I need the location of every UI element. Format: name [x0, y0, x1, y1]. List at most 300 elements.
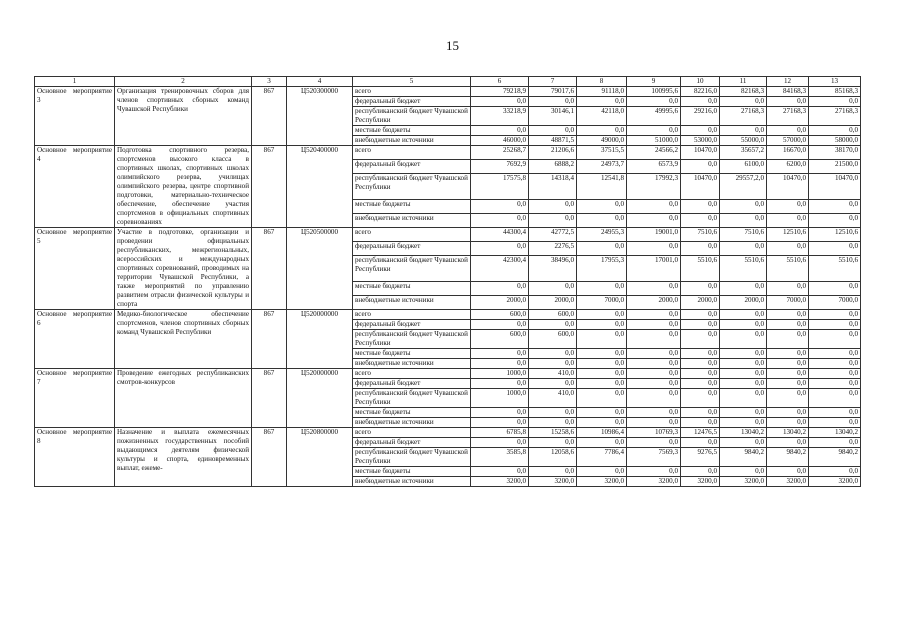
amount-cell: 82216,0 [681, 87, 720, 97]
grbs-code: 867 [252, 228, 287, 310]
activity-description: Медико-биологическое обеспечение спортсменов, членов спортивных сборных команд Чувашской Республики [115, 310, 252, 369]
amount-cell: 0,0 [627, 282, 681, 296]
amount-cell: 6573,9 [627, 159, 681, 173]
amount-cell: 6200,0 [767, 159, 809, 173]
amount-cell: 0,0 [720, 330, 767, 349]
activity-description: Проведение ежегодных республиканских смотров-конкурсов [115, 369, 252, 428]
amount-cell: 0,0 [681, 214, 720, 228]
amount-cell: 0,0 [720, 214, 767, 228]
amount-cell: 24973,7 [577, 159, 627, 173]
funding-source: внебюджетные источники [353, 418, 471, 428]
amount-cell: 0,0 [681, 241, 720, 255]
amount-cell: 27168,3 [720, 107, 767, 126]
activity-description: Организация тренировочных сборов для членов спортивных сборных команд Чувашской Республики [115, 87, 252, 146]
amount-cell: 0,0 [681, 418, 720, 428]
amount-cell: 0,0 [529, 126, 577, 136]
funding-source: республиканский бюджет Чувашской Республики [353, 389, 471, 408]
amount-cell: 0,0 [767, 408, 809, 418]
funding-source: местные бюджеты [353, 467, 471, 477]
amount-cell: 0,0 [627, 126, 681, 136]
amount-cell: 2000,0 [627, 296, 681, 310]
column-number-header: 3 [252, 77, 287, 87]
amount-cell: 0,0 [767, 320, 809, 330]
funding-source: республиканский бюджет Чувашской Республики [353, 107, 471, 126]
amount-cell: 0,0 [809, 126, 861, 136]
amount-cell: 0,0 [767, 369, 809, 379]
amount-cell: 0,0 [577, 310, 627, 320]
amount-cell: 0,0 [809, 369, 861, 379]
table-row [35, 87, 861, 97]
column-number-header: 8 [577, 77, 627, 87]
column-number-header: 7 [529, 77, 577, 87]
amount-cell: 0,0 [681, 467, 720, 477]
column-number-header: 9 [627, 77, 681, 87]
funding-source: федеральный бюджет [353, 97, 471, 107]
amount-cell: 0,0 [577, 320, 627, 330]
amount-cell: 9840,2 [767, 448, 809, 467]
amount-cell: 17955,3 [577, 255, 627, 281]
amount-cell: 53000,0 [681, 136, 720, 146]
amount-cell: 6100,0 [720, 159, 767, 173]
amount-cell: 42118,0 [577, 107, 627, 126]
amount-cell: 0,0 [627, 379, 681, 389]
amount-cell: 0,0 [720, 241, 767, 255]
amount-cell: 12476,5 [681, 428, 720, 438]
funding-source: республиканский бюджет Чувашской Республики [353, 173, 471, 199]
amount-cell: 58000,0 [809, 136, 861, 146]
amount-cell: 0,0 [767, 214, 809, 228]
column-number-header: 10 [681, 77, 720, 87]
activity-name: Основное мероприятие 3 [35, 87, 115, 146]
amount-cell: 27168,3 [767, 107, 809, 126]
amount-cell: 33218,9 [471, 107, 529, 126]
amount-cell: 0,0 [681, 389, 720, 408]
amount-cell: 0,0 [720, 320, 767, 330]
amount-cell: 0,0 [767, 438, 809, 448]
amount-cell: 0,0 [627, 241, 681, 255]
activity-description: Подготовка спортивного резерва, спортсменов высокого класса в спортивных школах, спортивных школах олимпийского резерва, училищах олимпийского резерва, центре спортивной подготовки, материально-техническое обеспечение, обеспечение участия спортсменов в официальных спортивных соревнованиях [115, 146, 252, 228]
amount-cell: 48871,5 [529, 136, 577, 146]
amount-cell: 6888,2 [529, 159, 577, 173]
activity-description: Назначение и выплата ежемесячных пожизненных государственных пособий выдающимся деятелям физической культуры и спорта, единовременных выплат, ежеме- [115, 428, 252, 487]
amount-cell: 15258,6 [529, 428, 577, 438]
amount-cell: 0,0 [720, 467, 767, 477]
funding-source: внебюджетные источники [353, 477, 471, 487]
amount-cell: 0,0 [809, 200, 861, 214]
amount-cell: 0,0 [529, 408, 577, 418]
funding-source: всего [353, 146, 471, 160]
amount-cell: 0,0 [471, 214, 529, 228]
amount-cell: 0,0 [681, 97, 720, 107]
amount-cell: 0,0 [627, 200, 681, 214]
amount-cell: 0,0 [681, 379, 720, 389]
amount-cell: 13040,2 [767, 428, 809, 438]
activity-name: Основное мероприятие 7 [35, 369, 115, 428]
amount-cell: 7786,4 [577, 448, 627, 467]
amount-cell: 600,0 [529, 310, 577, 320]
amount-cell: 0,0 [681, 310, 720, 320]
amount-cell: 0,0 [681, 320, 720, 330]
amount-cell: 12058,6 [529, 448, 577, 467]
amount-cell: 0,0 [681, 408, 720, 418]
amount-cell: 0,0 [627, 438, 681, 448]
amount-cell: 0,0 [627, 97, 681, 107]
activity-name: Основное мероприятие 6 [35, 310, 115, 369]
budget-classification-code: Ц520300000 [287, 87, 353, 146]
amount-cell: 91118,0 [577, 87, 627, 97]
funding-source: местные бюджеты [353, 349, 471, 359]
amount-cell: 0,0 [627, 330, 681, 349]
amount-cell: 0,0 [681, 126, 720, 136]
amount-cell: 0,0 [577, 282, 627, 296]
amount-cell: 0,0 [767, 241, 809, 255]
amount-cell: 10470,0 [681, 173, 720, 199]
activity-name: Основное мероприятие 4 [35, 146, 115, 228]
grbs-code: 867 [252, 87, 287, 146]
amount-cell: 10986,4 [577, 428, 627, 438]
column-number-header: 6 [471, 77, 529, 87]
amount-cell: 0,0 [720, 359, 767, 369]
amount-cell: 9276,5 [681, 448, 720, 467]
column-number-header: 11 [720, 77, 767, 87]
amount-cell: 0,0 [471, 349, 529, 359]
funding-source: внебюджетные источники [353, 359, 471, 369]
amount-cell: 0,0 [471, 408, 529, 418]
amount-cell: 3200,0 [577, 477, 627, 487]
funding-source: всего [353, 87, 471, 97]
amount-cell: 600,0 [471, 310, 529, 320]
amount-cell: 0,0 [809, 310, 861, 320]
budget-classification-code: Ц520400000 [287, 146, 353, 228]
amount-cell: 46000,0 [471, 136, 529, 146]
amount-cell: 0,0 [529, 438, 577, 448]
funding-source: внебюджетные источники [353, 214, 471, 228]
amount-cell: 0,0 [767, 330, 809, 349]
funding-source: федеральный бюджет [353, 438, 471, 448]
amount-cell: 0,0 [767, 379, 809, 389]
amount-cell: 0,0 [529, 320, 577, 330]
funding-source: местные бюджеты [353, 408, 471, 418]
amount-cell: 82168,3 [720, 87, 767, 97]
amount-cell: 30146,1 [529, 107, 577, 126]
amount-cell: 0,0 [577, 214, 627, 228]
amount-cell: 24955,3 [577, 228, 627, 242]
amount-cell: 0,0 [627, 369, 681, 379]
amount-cell: 0,0 [809, 349, 861, 359]
amount-cell: 0,0 [577, 97, 627, 107]
amount-cell: 0,0 [529, 379, 577, 389]
activity-name: Основное мероприятие 5 [35, 228, 115, 310]
amount-cell: 0,0 [767, 200, 809, 214]
amount-cell: 0,0 [809, 438, 861, 448]
amount-cell: 0,0 [767, 349, 809, 359]
column-number-row [35, 77, 861, 87]
amount-cell: 14318,4 [529, 173, 577, 199]
table-row [35, 428, 861, 438]
amount-cell: 0,0 [809, 467, 861, 477]
amount-cell: 19001,0 [627, 228, 681, 242]
funding-source: всего [353, 310, 471, 320]
amount-cell: 7000,0 [577, 296, 627, 310]
page-number: 15 [446, 38, 459, 53]
amount-cell: 0,0 [767, 282, 809, 296]
amount-cell: 410,0 [529, 389, 577, 408]
amount-cell: 49995,6 [627, 107, 681, 126]
amount-cell: 0,0 [529, 214, 577, 228]
funding-source: федеральный бюджет [353, 241, 471, 255]
funding-source: всего [353, 228, 471, 242]
amount-cell: 12510,6 [767, 228, 809, 242]
amount-cell: 44300,4 [471, 228, 529, 242]
amount-cell: 0,0 [627, 214, 681, 228]
amount-cell: 0,0 [471, 200, 529, 214]
amount-cell: 21206,6 [529, 146, 577, 160]
amount-cell: 5510,6 [720, 255, 767, 281]
amount-cell: 9840,2 [809, 448, 861, 467]
amount-cell: 0,0 [529, 418, 577, 428]
amount-cell: 85168,3 [809, 87, 861, 97]
amount-cell: 600,0 [471, 330, 529, 349]
amount-cell: 0,0 [681, 200, 720, 214]
table-row [35, 369, 861, 379]
activity-description: Участие в подготовке, организации и проведении официальных республиканских, межрегиональных, всероссийских и международных спортивных соревнований, проводимых на территории Чувашской Республики, а также мероприятий по управлению развитием отрасли физической культуры и спорта [115, 228, 252, 310]
amount-cell: 0,0 [577, 349, 627, 359]
amount-cell: 3200,0 [767, 477, 809, 487]
amount-cell: 0,0 [627, 467, 681, 477]
amount-cell: 0,0 [720, 438, 767, 448]
amount-cell: 0,0 [720, 369, 767, 379]
amount-cell: 0,0 [471, 126, 529, 136]
amount-cell: 57000,0 [767, 136, 809, 146]
amount-cell: 0,0 [767, 467, 809, 477]
amount-cell: 0,0 [627, 408, 681, 418]
amount-cell: 0,0 [767, 389, 809, 408]
amount-cell: 0,0 [809, 408, 861, 418]
funding-source: республиканский бюджет Чувашской Республики [353, 255, 471, 281]
amount-cell: 2000,0 [471, 296, 529, 310]
amount-cell: 17001,0 [627, 255, 681, 281]
amount-cell: 3585,8 [471, 448, 529, 467]
amount-cell: 37515,5 [577, 146, 627, 160]
amount-cell: 17992,3 [627, 173, 681, 199]
amount-cell: 0,0 [767, 310, 809, 320]
funding-source: республиканский бюджет Чувашской Республики [353, 330, 471, 349]
amount-cell: 0,0 [809, 389, 861, 408]
amount-cell: 0,0 [627, 359, 681, 369]
amount-cell: 0,0 [471, 320, 529, 330]
amount-cell: 0,0 [577, 330, 627, 349]
amount-cell: 0,0 [471, 467, 529, 477]
amount-cell: 42300,4 [471, 255, 529, 281]
amount-cell: 84168,3 [767, 87, 809, 97]
amount-cell: 0,0 [681, 369, 720, 379]
amount-cell: 0,0 [627, 310, 681, 320]
amount-cell: 29557,2,0 [720, 173, 767, 199]
amount-cell: 0,0 [471, 97, 529, 107]
amount-cell: 0,0 [681, 349, 720, 359]
amount-cell: 13040,2 [720, 428, 767, 438]
amount-cell: 9840,2 [720, 448, 767, 467]
amount-cell: 0,0 [809, 379, 861, 389]
table-row [35, 146, 861, 160]
amount-cell: 51000,0 [627, 136, 681, 146]
funding-source: местные бюджеты [353, 200, 471, 214]
amount-cell: 0,0 [577, 379, 627, 389]
amount-cell: 0,0 [577, 389, 627, 408]
amount-cell: 0,0 [471, 241, 529, 255]
amount-cell: 3200,0 [627, 477, 681, 487]
amount-cell: 0,0 [471, 359, 529, 369]
amount-cell: 0,0 [471, 282, 529, 296]
amount-cell: 0,0 [577, 126, 627, 136]
grbs-code: 867 [252, 369, 287, 428]
amount-cell: 5510,6 [809, 255, 861, 281]
amount-cell: 17575,8 [471, 173, 529, 199]
amount-cell: 600,0 [529, 330, 577, 349]
funding-source: всего [353, 428, 471, 438]
amount-cell: 0,0 [681, 359, 720, 369]
funding-source: внебюджетные источники [353, 136, 471, 146]
amount-cell: 410,0 [529, 369, 577, 379]
funding-source: местные бюджеты [353, 126, 471, 136]
table-row [35, 228, 861, 242]
grbs-code: 867 [252, 428, 287, 487]
amount-cell: 0,0 [809, 330, 861, 349]
amount-cell: 25268,7 [471, 146, 529, 160]
funding-source: внебюджетные источники [353, 296, 471, 310]
amount-cell: 0,0 [529, 359, 577, 369]
amount-cell: 0,0 [627, 389, 681, 408]
column-number-header: 4 [287, 77, 353, 87]
amount-cell: 0,0 [681, 438, 720, 448]
amount-cell: 0,0 [720, 418, 767, 428]
amount-cell: 0,0 [627, 320, 681, 330]
funding-source: всего [353, 369, 471, 379]
amount-cell: 1000,0 [471, 369, 529, 379]
budget-classification-code: Ц520500000 [287, 228, 353, 310]
amount-cell: 0,0 [577, 418, 627, 428]
amount-cell: 0,0 [809, 320, 861, 330]
column-number-header: 2 [115, 77, 252, 87]
amount-cell: 0,0 [577, 438, 627, 448]
amount-cell: 12510,6 [809, 228, 861, 242]
amount-cell: 3200,0 [471, 477, 529, 487]
amount-cell: 0,0 [809, 282, 861, 296]
column-number-header: 1 [35, 77, 115, 87]
column-number-header: 5 [353, 77, 471, 87]
funding-source: местные бюджеты [353, 282, 471, 296]
amount-cell: 7000,0 [809, 296, 861, 310]
grbs-code: 867 [252, 146, 287, 228]
amount-cell: 2000,0 [529, 296, 577, 310]
amount-cell: 0,0 [809, 241, 861, 255]
amount-cell: 38496,0 [529, 255, 577, 281]
amount-cell: 3200,0 [681, 477, 720, 487]
amount-cell: 16670,0 [767, 146, 809, 160]
amount-cell: 7510,6 [720, 228, 767, 242]
amount-cell: 0,0 [720, 349, 767, 359]
amount-cell: 0,0 [577, 408, 627, 418]
amount-cell: 0,0 [767, 418, 809, 428]
amount-cell: 0,0 [720, 408, 767, 418]
funding-source: республиканский бюджет Чувашской Республики [353, 448, 471, 467]
amount-cell: 100995,6 [627, 87, 681, 97]
amount-cell: 0,0 [471, 379, 529, 389]
amount-cell: 35657,2 [720, 146, 767, 160]
amount-cell: 13040,2 [809, 428, 861, 438]
budget-classification-code: Ц520000000 [287, 369, 353, 428]
financing-table [34, 76, 861, 487]
amount-cell: 0,0 [681, 159, 720, 173]
amount-cell: 5510,6 [681, 255, 720, 281]
amount-cell: 0,0 [529, 349, 577, 359]
amount-cell: 49000,0 [577, 136, 627, 146]
amount-cell: 2000,0 [720, 296, 767, 310]
amount-cell: 0,0 [809, 359, 861, 369]
amount-cell: 10470,0 [809, 173, 861, 199]
amount-cell: 0,0 [471, 418, 529, 428]
amount-cell: 10470,0 [767, 173, 809, 199]
column-number-header: 13 [809, 77, 861, 87]
amount-cell: 0,0 [681, 282, 720, 296]
amount-cell: 27168,3 [809, 107, 861, 126]
amount-cell: 0,0 [809, 97, 861, 107]
amount-cell: 0,0 [627, 349, 681, 359]
amount-cell: 0,0 [767, 97, 809, 107]
amount-cell: 0,0 [627, 418, 681, 428]
funding-source: федеральный бюджет [353, 320, 471, 330]
amount-cell: 3200,0 [809, 477, 861, 487]
amount-cell: 0,0 [720, 97, 767, 107]
amount-cell: 2276,5 [529, 241, 577, 255]
amount-cell: 0,0 [720, 310, 767, 320]
budget-classification-code: Ц520000000 [287, 310, 353, 369]
column-number-header: 12 [767, 77, 809, 87]
activity-name: Основное мероприятие 8 [35, 428, 115, 487]
amount-cell: 7692,9 [471, 159, 529, 173]
amount-cell: 10769,3 [627, 428, 681, 438]
amount-cell: 10470,0 [681, 146, 720, 160]
amount-cell: 0,0 [471, 438, 529, 448]
amount-cell: 0,0 [767, 359, 809, 369]
amount-cell: 0,0 [720, 282, 767, 296]
amount-cell: 7510,6 [681, 228, 720, 242]
amount-cell: 12541,8 [577, 173, 627, 199]
amount-cell: 0,0 [577, 241, 627, 255]
budget-classification-code: Ц520800000 [287, 428, 353, 487]
amount-cell: 5510,6 [767, 255, 809, 281]
amount-cell: 79017,6 [529, 87, 577, 97]
amount-cell: 0,0 [720, 126, 767, 136]
funding-source: федеральный бюджет [353, 379, 471, 389]
funding-source: федеральный бюджет [353, 159, 471, 173]
amount-cell: 0,0 [720, 379, 767, 389]
amount-cell: 3200,0 [529, 477, 577, 487]
amount-cell: 0,0 [529, 97, 577, 107]
amount-cell: 0,0 [529, 200, 577, 214]
amount-cell: 21500,0 [809, 159, 861, 173]
table-row [35, 310, 861, 320]
amount-cell: 55000,0 [720, 136, 767, 146]
amount-cell: 0,0 [809, 214, 861, 228]
amount-cell: 0,0 [767, 126, 809, 136]
amount-cell: 79218,9 [471, 87, 529, 97]
amount-cell: 0,0 [720, 389, 767, 408]
amount-cell: 0,0 [681, 330, 720, 349]
amount-cell: 3200,0 [720, 477, 767, 487]
amount-cell: 1000,0 [471, 389, 529, 408]
amount-cell: 0,0 [720, 200, 767, 214]
